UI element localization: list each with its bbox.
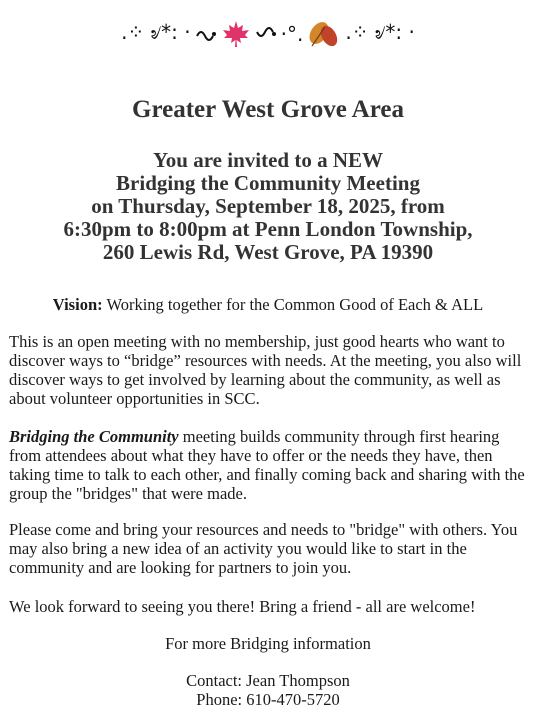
paragraph-invite: Please come and bring your resources and needs to "bridge" with others. You may also bring a new idea of an activity you would like to start in the community and are looking for partners to join you. bbox=[9, 520, 518, 577]
ornament-text-mid: ·°. bbox=[280, 22, 304, 46]
autumn-leaves-icon bbox=[307, 19, 341, 49]
more-info-line: For more Bridging information bbox=[165, 634, 371, 653]
ornament-text-left: .⁘ ৶*: · bbox=[121, 19, 191, 44]
invite-line: 260 Lewis Rd, West Grove, PA 19390 bbox=[102, 240, 434, 264]
invite-line: You are invited to a NEW bbox=[152, 148, 384, 172]
invite-line: on Thursday, September 18, 2025, from bbox=[91, 194, 445, 218]
ornament-text-right: .⁘ ৶*: · bbox=[345, 19, 415, 44]
invite-line: 6:30pm to 8:00pm at Penn London Township, bbox=[63, 217, 473, 241]
maple-leaf-icon bbox=[221, 19, 251, 49]
invite-line: Bridging the Community Meeting bbox=[116, 171, 420, 195]
paragraph-intro: This is an open meeting with no membership, just good hearts who want to discover ways to “bridge” resources with needs. At the meeting, you also will discover ways to get involved by learning about the community, as well as about volunteer opportunities in SCC. bbox=[9, 332, 522, 408]
swirl-icon bbox=[255, 26, 277, 42]
vision-text: Working together for the Common Good of Each & ALL bbox=[102, 295, 484, 314]
invitation-block bbox=[0, 149, 536, 264]
contact-phone: Phone: 610-470-5720 bbox=[196, 690, 340, 709]
paragraph-about bbox=[9, 427, 529, 503]
vision-label: Vision: bbox=[52, 295, 103, 314]
contact-name: Contact: Jean Thompson bbox=[186, 671, 350, 690]
paragraph-about-emphasis: Bridging the Community bbox=[9, 427, 179, 446]
contact-block bbox=[0, 671, 536, 709]
vision-statement bbox=[0, 295, 536, 314]
paragraph-closing: We look forward to seeing you there! Bring a friend - all are welcome! bbox=[9, 597, 476, 616]
page-title: Greater West Grove Area bbox=[132, 96, 404, 123]
paragraph-about-text: meeting builds community through first hearing from attendees about what they have to offer or the needs they have, then taking time to talk to each other, and finally coming back and sharing with the group the "bridges" that were made. bbox=[9, 427, 525, 503]
swirl-icon bbox=[195, 26, 217, 42]
decorative-banner bbox=[0, 14, 536, 54]
